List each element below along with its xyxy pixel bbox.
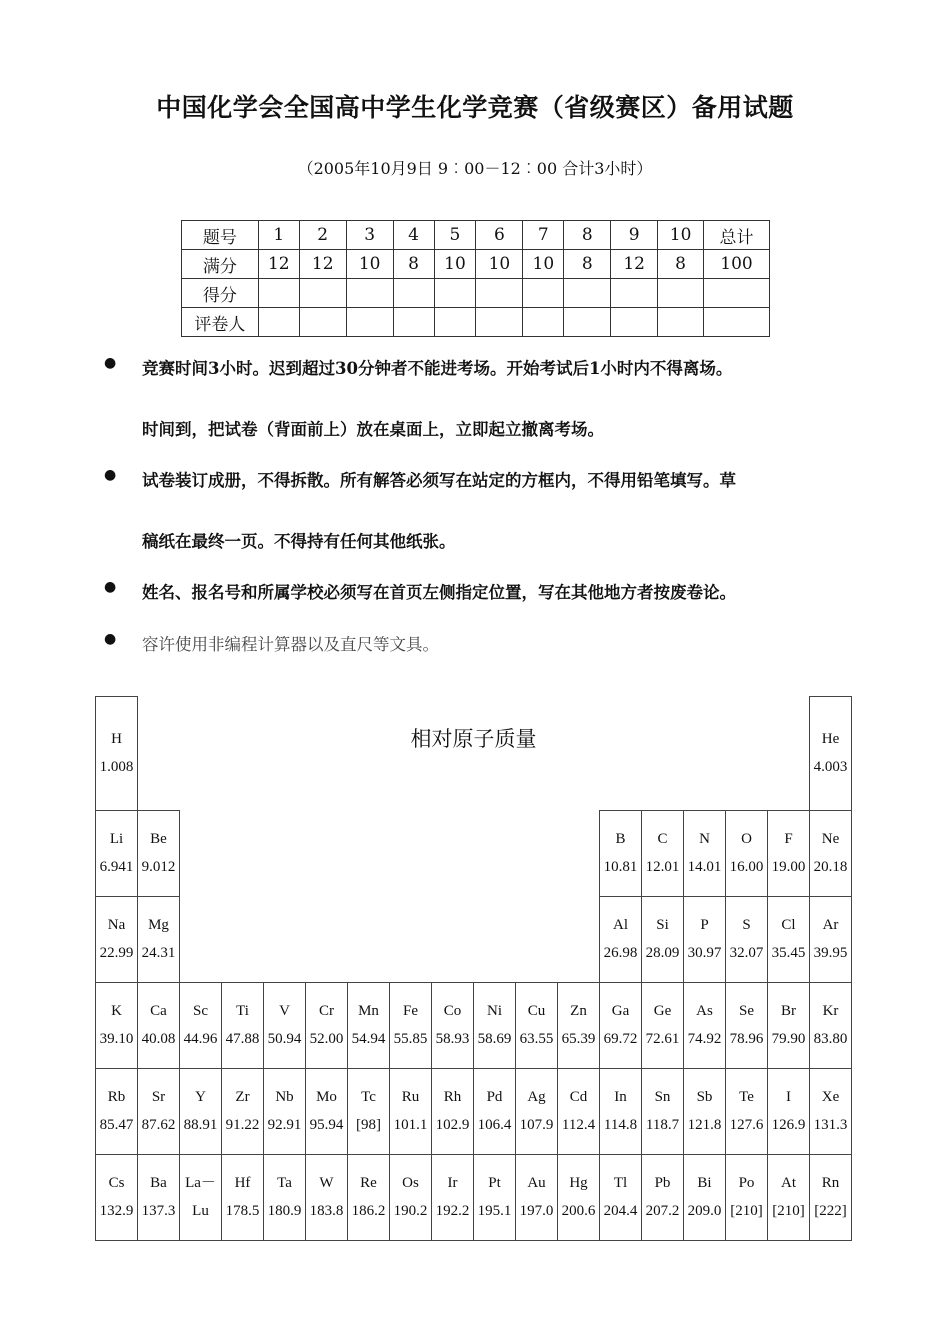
empty-region (180, 896, 600, 982)
score-table-cell: 10 (434, 250, 476, 279)
element-symbol: Ba (150, 1175, 167, 1191)
element-symbol: Tc (361, 1089, 376, 1105)
element-symbol: Se (739, 1003, 754, 1019)
element-cell (222, 982, 264, 1068)
element-cell (600, 810, 642, 896)
element-cell (600, 1068, 642, 1154)
rule-3-line-1: 姓名、报名号和所属学校必须写在首页左侧指定位置，写在其他地方者按废卷论。 (142, 583, 736, 602)
element-cell (390, 1068, 432, 1154)
element-mass: 74.92 (687, 1031, 722, 1047)
element-cell (516, 1154, 558, 1240)
element-cell (726, 1154, 768, 1240)
element-symbol: P (700, 917, 709, 933)
element-symbol: Sb (696, 1089, 713, 1105)
element-cell (180, 1154, 222, 1240)
score-table-cell (658, 279, 704, 308)
element-cell (726, 982, 768, 1068)
element-cell (684, 896, 726, 982)
element-symbol: Hg (569, 1175, 588, 1191)
element-symbol: V (279, 1003, 290, 1019)
element-mass: 69.72 (603, 1031, 638, 1047)
element-symbol: Ni (487, 1003, 502, 1019)
element-mass: 40.08 (141, 1031, 176, 1047)
element-symbol: Li (109, 831, 124, 847)
element-cell (138, 896, 180, 982)
element-symbol: Pb (654, 1175, 671, 1191)
period-row (96, 982, 852, 1068)
element-mass: 14.01 (687, 859, 722, 875)
element-symbol: S (742, 917, 751, 933)
score-table-cell (611, 279, 658, 308)
element-mass: 4.003 (813, 759, 848, 776)
score-table-cell (523, 279, 564, 308)
element-symbol: C (657, 831, 668, 847)
element-cell (810, 982, 852, 1068)
element-mass: 35.45 (771, 945, 806, 961)
element-symbol: Si (656, 917, 669, 933)
element-symbol: Kr (822, 1003, 839, 1019)
element-mass: [222] (814, 1203, 847, 1219)
score-table-cell (658, 308, 704, 337)
element-symbol: He (821, 731, 840, 748)
score-table-cell: 4 (393, 221, 434, 250)
element-mass: 24.31 (141, 945, 176, 961)
element-cell (558, 1154, 600, 1240)
element-mass: 95.94 (309, 1117, 344, 1133)
element-mass: 186.2 (351, 1203, 386, 1219)
element-mass: 178.5 (225, 1203, 260, 1219)
element-symbol: K (111, 1003, 122, 1019)
element-symbol: Au (527, 1175, 546, 1191)
element-symbol: F (784, 831, 793, 847)
element-mass: 55.85 (393, 1031, 428, 1047)
element-symbol: Sc (193, 1003, 208, 1019)
element-symbol: Mo (316, 1089, 337, 1105)
score-table-cell (258, 279, 299, 308)
score-table-cell: 9 (611, 221, 658, 250)
period-row (96, 697, 852, 811)
element-mass: [210] (730, 1203, 763, 1219)
element-cell (684, 982, 726, 1068)
element-mass: 32.07 (729, 945, 764, 961)
element-mass: 79.90 (771, 1031, 806, 1047)
element-cell (96, 1068, 138, 1154)
element-mass: 200.6 (561, 1203, 596, 1219)
element-mass: 58.69 (477, 1031, 512, 1047)
element-symbol: Tl (613, 1175, 628, 1191)
score-table-row (182, 308, 770, 337)
element-mass: 180.9 (267, 1203, 302, 1219)
element-symbol: Br (781, 1003, 796, 1019)
score-table-cell: 1 (258, 221, 299, 250)
score-table-cell: 6 (476, 221, 523, 250)
element-mass: 9.012 (141, 859, 176, 875)
rule-2-line-1: 试卷装订成册，不得拆散。所有解答必须写在站定的方框内，不得用铅笔填写。草 (142, 471, 736, 490)
element-symbol: Mg (148, 917, 169, 933)
score-table-cell: 8 (564, 221, 611, 250)
element-cell (96, 1154, 138, 1240)
element-cell (558, 982, 600, 1068)
element-symbol: Ru (401, 1089, 420, 1105)
element-symbol: Y (195, 1089, 206, 1105)
element-cell (768, 982, 810, 1068)
element-symbol: Al (613, 917, 628, 933)
element-mass: 197.0 (519, 1203, 554, 1219)
element-symbol: I (786, 1089, 791, 1105)
element-cell (432, 982, 474, 1068)
element-mass: 16.00 (729, 859, 764, 875)
element-mass: 50.94 (267, 1031, 302, 1047)
element-mass: 137.3 (141, 1203, 176, 1219)
element-mass: 192.2 (435, 1203, 470, 1219)
element-mass: 63.55 (519, 1031, 554, 1047)
element-mass: Lu (192, 1203, 209, 1219)
element-mass: 52.00 (309, 1031, 344, 1047)
element-cell (642, 896, 684, 982)
element-symbol: Rh (443, 1089, 462, 1105)
score-table-cell: 5 (434, 221, 476, 250)
element-symbol: Ta (277, 1175, 292, 1191)
element-cell (810, 697, 852, 811)
element-cell (768, 896, 810, 982)
element-symbol: Cu (527, 1003, 546, 1019)
element-symbol: N (699, 831, 710, 847)
element-symbol: At (781, 1175, 796, 1191)
element-cell (432, 1154, 474, 1240)
element-symbol: Zn (570, 1003, 587, 1019)
element-mass: 88.91 (183, 1117, 218, 1133)
element-cell (180, 982, 222, 1068)
element-mass: 10.81 (603, 859, 638, 875)
element-symbol: Nb (275, 1089, 294, 1105)
element-cell (516, 1068, 558, 1154)
element-mass: 190.2 (393, 1203, 428, 1219)
element-symbol: Hf (234, 1175, 251, 1191)
element-symbol: La－ (185, 1175, 216, 1191)
element-mass: 91.22 (225, 1117, 260, 1133)
score-table-cell: 2 (299, 221, 346, 250)
element-mass: 28.09 (645, 945, 680, 961)
score-table-cell (393, 308, 434, 337)
period-row (96, 1154, 852, 1240)
element-cell (138, 810, 180, 896)
rule-1-line-1: 竞赛时间3小时。迟到超过30分钟者不能进考场。开始考试后1小时内不得离场。 (142, 359, 733, 378)
element-mass: 101.1 (393, 1117, 428, 1133)
element-symbol: Ga (611, 1003, 630, 1019)
element-cell (306, 1068, 348, 1154)
element-cell (390, 982, 432, 1068)
element-cell (768, 1068, 810, 1154)
element-symbol: O (741, 831, 752, 847)
element-cell (642, 982, 684, 1068)
score-table-cell (393, 279, 434, 308)
score-table-row (182, 279, 770, 308)
score-table-cell: 12 (611, 250, 658, 279)
element-cell (516, 982, 558, 1068)
element-cell (600, 896, 642, 982)
element-mass: 107.9 (519, 1117, 554, 1133)
element-cell (96, 697, 138, 811)
score-table-cell: 满分 (182, 250, 259, 279)
element-symbol: Mn (358, 1003, 379, 1019)
element-symbol: Cr (319, 1003, 334, 1019)
score-table-cell: 评卷人 (182, 308, 259, 337)
element-cell (810, 1154, 852, 1240)
score-table-cell: 题号 (182, 221, 259, 250)
element-mass: 26.98 (603, 945, 638, 961)
periodic-table-label-cell (138, 697, 810, 811)
element-cell (348, 982, 390, 1068)
periodic-table (95, 696, 852, 1241)
element-symbol: Os (402, 1175, 419, 1191)
rule-2-line-2: 稿纸在最终一页。不得持有任何其他纸张。 (142, 532, 456, 551)
empty-region (180, 810, 600, 896)
element-mass: 121.8 (687, 1117, 722, 1133)
period-row (96, 810, 852, 896)
element-mass: 195.1 (477, 1203, 512, 1219)
element-mass: 132.9 (99, 1203, 134, 1219)
score-table-cell: 10 (476, 250, 523, 279)
element-mass: 58.93 (435, 1031, 470, 1047)
element-mass: 127.6 (729, 1117, 764, 1133)
element-symbol: Po (738, 1175, 755, 1191)
element-cell (264, 1068, 306, 1154)
score-table-cell (564, 308, 611, 337)
element-cell (222, 1068, 264, 1154)
element-mass: 209.0 (687, 1203, 722, 1219)
element-mass: 65.39 (561, 1031, 596, 1047)
element-cell (222, 1154, 264, 1240)
score-table-cell (476, 308, 523, 337)
element-cell (600, 982, 642, 1068)
element-symbol: Rn (821, 1175, 840, 1191)
element-symbol: Co (443, 1003, 462, 1019)
element-mass: 204.4 (603, 1203, 638, 1219)
element-symbol: Cs (108, 1175, 125, 1191)
element-symbol: Ti (236, 1003, 249, 1019)
periodic-table-label: 相对原子质量 (410, 726, 537, 751)
element-symbol: Ne (821, 831, 840, 847)
element-mass: 183.8 (309, 1203, 344, 1219)
element-mass: 47.88 (225, 1031, 260, 1047)
element-mass: 83.80 (813, 1031, 848, 1047)
bullet-icon: ● (104, 355, 117, 371)
element-cell (642, 1154, 684, 1240)
score-table-cell (523, 308, 564, 337)
element-cell (684, 1068, 726, 1154)
bullet-icon: ● (104, 631, 117, 647)
element-cell (138, 1068, 180, 1154)
element-symbol: Cd (569, 1089, 588, 1105)
element-symbol: Ca (150, 1003, 167, 1019)
element-symbol: Ir (447, 1175, 458, 1191)
score-table-cell: 总计 (704, 221, 770, 250)
score-table (181, 220, 770, 337)
element-cell (600, 1154, 642, 1240)
score-table-row (182, 221, 770, 250)
page-title: 中国化学会全国高中学生化学竞赛（省级赛区）备用试题 (156, 93, 794, 122)
element-mass: 85.47 (99, 1117, 134, 1133)
element-mass: 131.3 (813, 1117, 848, 1133)
element-mass: 106.4 (477, 1117, 512, 1133)
rule-4-line-1: 容许使用非编程计算器以及直尺等文具。 (142, 635, 439, 654)
element-cell (810, 810, 852, 896)
score-table-cell (434, 279, 476, 308)
element-mass: 39.10 (99, 1031, 134, 1047)
element-symbol: Na (107, 917, 126, 933)
element-cell (264, 982, 306, 1068)
element-symbol: Ge (653, 1003, 672, 1019)
element-cell (642, 810, 684, 896)
element-cell (768, 1154, 810, 1240)
score-table-cell (346, 308, 393, 337)
element-symbol: W (319, 1175, 334, 1191)
element-mass: 118.7 (645, 1117, 680, 1133)
element-cell (96, 896, 138, 982)
element-cell (138, 1154, 180, 1240)
element-symbol: Ar (822, 917, 839, 933)
bullet-icon: ● (104, 579, 117, 595)
element-cell (96, 982, 138, 1068)
element-symbol: B (615, 831, 626, 847)
score-table-cell: 得分 (182, 279, 259, 308)
score-table-cell (346, 279, 393, 308)
score-table-cell: 12 (258, 250, 299, 279)
element-symbol: Re (360, 1175, 377, 1191)
element-symbol: In (614, 1089, 627, 1105)
exam-time-subtitle: （2005年10月9日 9︰00－12︰00 合计3小时） (297, 159, 653, 178)
element-mass: 19.00 (771, 859, 806, 875)
element-cell (138, 982, 180, 1068)
element-symbol: Fe (403, 1003, 418, 1019)
element-cell (390, 1154, 432, 1240)
element-mass: 72.61 (645, 1031, 680, 1047)
element-cell (180, 1068, 222, 1154)
element-symbol: Pd (486, 1089, 503, 1105)
element-cell (810, 1068, 852, 1154)
element-mass: 44.96 (183, 1031, 218, 1047)
element-mass: 112.4 (561, 1117, 596, 1133)
element-cell (474, 1154, 516, 1240)
element-cell (474, 1068, 516, 1154)
element-mass: 207.2 (645, 1203, 680, 1219)
element-cell (474, 982, 516, 1068)
element-cell (306, 1154, 348, 1240)
element-cell (684, 1154, 726, 1240)
element-mass: 6.941 (99, 859, 134, 875)
element-mass: 39.95 (813, 945, 848, 961)
element-mass: 87.62 (141, 1117, 176, 1133)
score-table-cell: 10 (346, 250, 393, 279)
score-table-cell (258, 308, 299, 337)
element-mass: 126.9 (771, 1117, 806, 1133)
element-mass: 102.9 (435, 1117, 470, 1133)
score-table-cell (476, 279, 523, 308)
score-table-cell: 10 (658, 221, 704, 250)
element-cell (348, 1068, 390, 1154)
element-mass: 54.94 (351, 1031, 386, 1047)
element-mass: [98] (356, 1117, 381, 1133)
element-cell (726, 1068, 768, 1154)
element-cell (726, 896, 768, 982)
element-cell (558, 1068, 600, 1154)
element-mass: 20.18 (813, 859, 848, 875)
score-table-cell (434, 308, 476, 337)
element-cell (810, 896, 852, 982)
element-symbol: Bi (697, 1175, 712, 1191)
rule-1-line-2: 时间到，把试卷（背面前上）放在桌面上，立即起立撤离考场。 (142, 420, 604, 439)
element-symbol: Be (150, 831, 167, 847)
score-table-cell: 100 (704, 250, 770, 279)
element-mass: [210] (772, 1203, 805, 1219)
element-symbol: Cl (781, 917, 796, 933)
element-cell (348, 1154, 390, 1240)
element-cell (768, 810, 810, 896)
score-table-cell (299, 308, 346, 337)
score-table-cell: 8 (393, 250, 434, 279)
element-mass: 114.8 (603, 1117, 638, 1133)
period-row (96, 1068, 852, 1154)
score-table-cell: 8 (658, 250, 704, 279)
element-symbol: Pt (488, 1175, 501, 1191)
element-symbol: Zr (235, 1089, 250, 1105)
element-symbol: H (111, 731, 122, 748)
score-table-row (182, 250, 770, 279)
score-table-cell: 12 (299, 250, 346, 279)
score-table-cell: 3 (346, 221, 393, 250)
element-symbol: Te (739, 1089, 754, 1105)
element-symbol: Ag (527, 1089, 546, 1105)
score-table-cell (564, 279, 611, 308)
element-mass: 30.97 (687, 945, 722, 961)
period-row (96, 896, 852, 982)
element-mass: 22.99 (99, 945, 134, 961)
element-symbol: Rb (107, 1089, 126, 1105)
score-table-cell: 8 (564, 250, 611, 279)
score-table-cell (299, 279, 346, 308)
element-cell (264, 1154, 306, 1240)
element-symbol: Sn (654, 1089, 671, 1105)
element-cell (726, 810, 768, 896)
score-table-cell (611, 308, 658, 337)
bullet-icon: ● (104, 467, 117, 483)
score-table-cell: 7 (523, 221, 564, 250)
element-symbol: Sr (151, 1089, 166, 1105)
element-cell (96, 810, 138, 896)
element-cell (642, 1068, 684, 1154)
score-table-cell (704, 308, 770, 337)
score-table-cell: 10 (523, 250, 564, 279)
element-symbol: As (696, 1003, 713, 1019)
element-cell (684, 810, 726, 896)
element-cell (432, 1068, 474, 1154)
element-cell (306, 982, 348, 1068)
score-table-cell (704, 279, 770, 308)
element-mass: 12.01 (645, 859, 680, 875)
element-mass: 78.96 (729, 1031, 764, 1047)
element-symbol: Xe (821, 1089, 840, 1105)
element-mass: 92.91 (267, 1117, 302, 1133)
element-mass: 1.008 (99, 759, 134, 776)
